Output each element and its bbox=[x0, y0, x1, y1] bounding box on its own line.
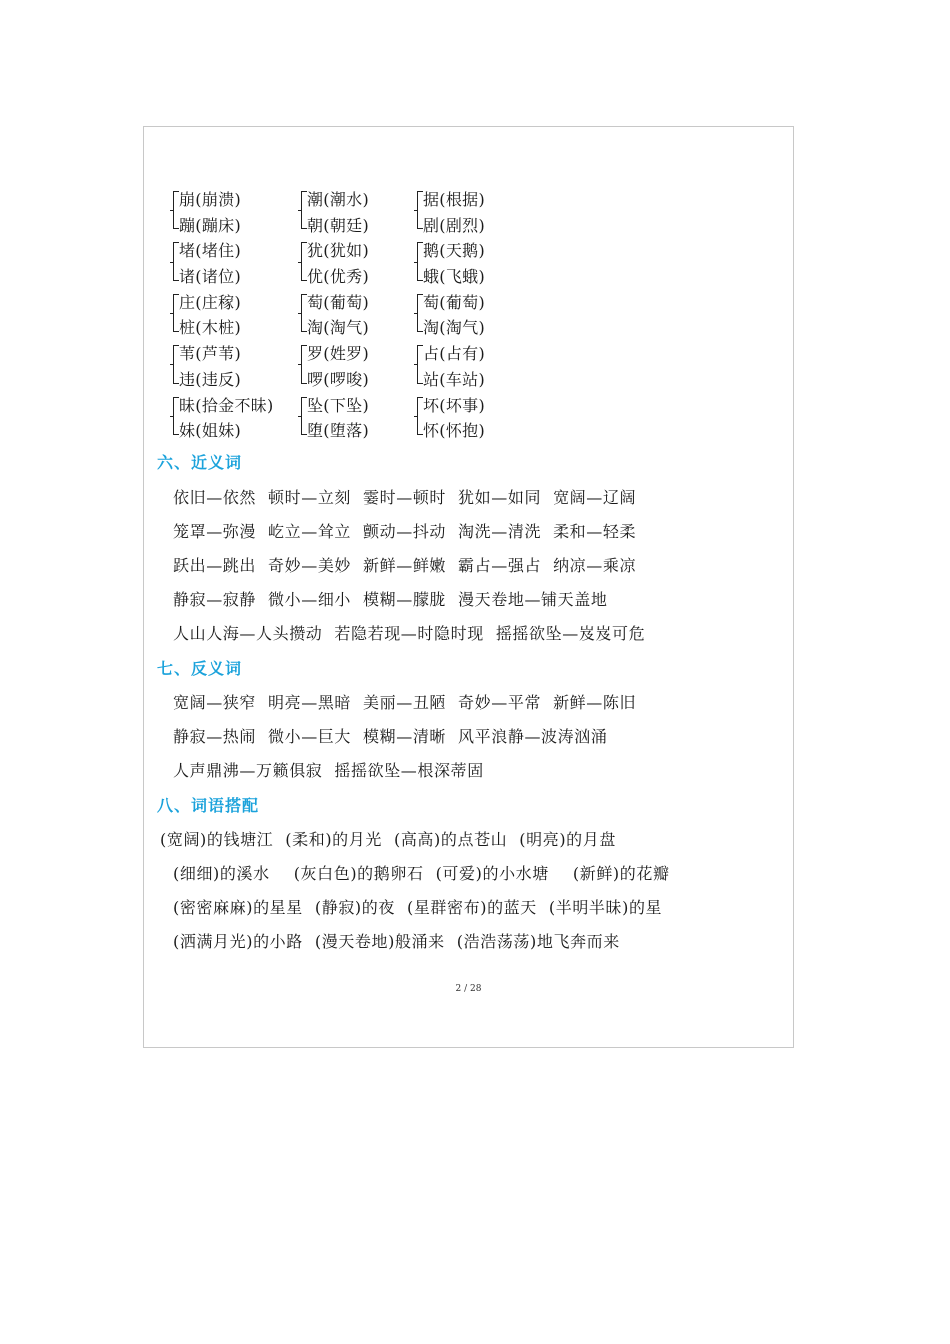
word-pair: 风平浪静—波涛汹涌 bbox=[458, 727, 608, 746]
brace-icon bbox=[301, 397, 307, 435]
char-pair bbox=[301, 187, 369, 238]
brace-icon bbox=[417, 242, 423, 280]
word-pair: 静寂—热闹 bbox=[173, 727, 257, 746]
brace-icon bbox=[301, 345, 307, 383]
document-page bbox=[143, 126, 794, 1048]
char-entry: 朝(朝廷) bbox=[307, 215, 369, 235]
antonym-line bbox=[173, 758, 496, 781]
word-pair: 人声鼎沸—万籁俱寂 bbox=[173, 761, 323, 780]
char-entry: 优(优秀) bbox=[307, 267, 369, 287]
group-column-3 bbox=[417, 187, 485, 444]
section-heading-collocations: 八、词语搭配 bbox=[157, 796, 260, 815]
char-pair bbox=[417, 290, 485, 341]
char-entry: 萄(葡萄) bbox=[307, 292, 369, 312]
word-pair: 模糊—清晰 bbox=[363, 727, 447, 746]
brace-icon bbox=[417, 345, 423, 383]
brace-icon bbox=[173, 242, 179, 280]
brace-icon bbox=[301, 191, 307, 229]
char-entry: 坠(下坠) bbox=[307, 395, 369, 415]
word-phrase: (星群密布)的蓝天 bbox=[406, 898, 537, 917]
char-entry: 堕(堕落) bbox=[307, 421, 369, 441]
word-phrase: (灰白色)的鹅卵石 bbox=[293, 864, 424, 883]
word-pair: 屹立—耸立 bbox=[268, 522, 352, 541]
char-entry: 啰(啰唆) bbox=[307, 369, 369, 389]
char-entry: 崩(崩溃) bbox=[179, 190, 241, 209]
brace-icon bbox=[173, 294, 179, 332]
char-pair bbox=[173, 187, 274, 238]
char-entry: 淘(淘气) bbox=[423, 318, 485, 338]
char-entry: 站(车站) bbox=[423, 369, 485, 389]
synonym-line bbox=[173, 519, 648, 542]
char-entry: 潮(潮水) bbox=[307, 190, 369, 209]
char-entry: 怀(怀抱) bbox=[423, 421, 485, 441]
word-phrase: (细细)的溪水 bbox=[173, 864, 270, 883]
char-entry: 蛾(飞蛾) bbox=[423, 267, 485, 287]
char-pair bbox=[173, 238, 274, 289]
word-pair: 模糊—朦胧 bbox=[363, 590, 447, 609]
word-pair: 顿时—立刻 bbox=[268, 488, 352, 507]
collocation-line bbox=[173, 861, 682, 884]
synonym-line bbox=[173, 621, 657, 644]
word-pair: 依旧—依然 bbox=[173, 488, 257, 507]
word-pair: 颤动—抖动 bbox=[363, 522, 447, 541]
word-pair: 明亮—黑暗 bbox=[268, 693, 352, 712]
char-entry: 违(违反) bbox=[179, 369, 241, 389]
brace-icon bbox=[417, 294, 423, 332]
char-entry: 桩(木桩) bbox=[179, 318, 241, 338]
word-phrase: (高高)的点苍山 bbox=[393, 830, 508, 849]
char-pair bbox=[417, 187, 485, 238]
word-pair: 摇摇欲坠—岌岌可危 bbox=[495, 624, 646, 643]
word-phrase: (半明半昧)的星 bbox=[548, 898, 663, 917]
word-pair: 霸占—强占 bbox=[458, 556, 542, 575]
brace-icon bbox=[173, 397, 179, 435]
word-phrase: (密密麻麻)的星星 bbox=[173, 898, 303, 917]
char-entry: 淘(淘气) bbox=[307, 318, 369, 338]
word-pair: 若隐若现—时隐时现 bbox=[334, 624, 484, 643]
char-pair bbox=[173, 393, 274, 444]
char-entry: 萄(葡萄) bbox=[423, 292, 485, 312]
word-pair: 淘洗—清洗 bbox=[458, 522, 542, 541]
word-pair: 犹如—如同 bbox=[458, 488, 542, 507]
word-pair: 奇妙—平常 bbox=[458, 693, 542, 712]
brace-icon bbox=[301, 294, 307, 332]
collocation-line bbox=[160, 827, 628, 850]
antonym-line bbox=[173, 690, 648, 713]
word-pair: 静寂—寂静 bbox=[173, 590, 257, 609]
collocation-line bbox=[173, 929, 632, 952]
brace-icon bbox=[417, 397, 423, 435]
char-entry: 昧(拾金不昧) bbox=[179, 395, 274, 415]
char-entry: 鹅(天鹅) bbox=[423, 241, 485, 261]
word-pair: 宽阔—狭窄 bbox=[173, 693, 257, 712]
collocation-line bbox=[173, 895, 674, 918]
group-column-1 bbox=[173, 187, 274, 444]
char-entry: 堵(堵住) bbox=[179, 241, 241, 261]
word-pair: 奇妙—美妙 bbox=[268, 556, 352, 575]
char-pair bbox=[417, 393, 485, 444]
char-entry: 苇(芦苇) bbox=[179, 344, 241, 364]
char-pair bbox=[417, 341, 485, 392]
word-pair: 跃出—跳出 bbox=[173, 556, 257, 575]
char-pair bbox=[173, 290, 274, 341]
word-pair: 微小—巨大 bbox=[268, 727, 352, 746]
word-pair: 人山人海—人头攒动 bbox=[173, 624, 323, 643]
word-phrase: (浩浩荡荡)地飞奔而来 bbox=[456, 932, 620, 951]
brace-icon bbox=[301, 242, 307, 280]
word-pair: 漫天卷地—铺天盖地 bbox=[458, 590, 608, 609]
char-pair bbox=[301, 290, 369, 341]
char-entry: 蹦(蹦床) bbox=[179, 215, 241, 235]
char-entry: 罗(姓罗) bbox=[307, 344, 369, 364]
char-entry: 妹(姐妹) bbox=[179, 421, 241, 441]
section-heading-synonyms: 六、近义词 bbox=[157, 453, 243, 472]
word-phrase: (宽阔)的钱塘江 bbox=[160, 830, 274, 849]
section-heading-antonyms: 七、反义词 bbox=[157, 659, 243, 678]
word-phrase: (柔和)的月光 bbox=[285, 830, 382, 849]
char-entry: 占(占有) bbox=[423, 344, 485, 364]
word-pair: 微小—细小 bbox=[268, 590, 352, 609]
word-pair: 新鲜—鲜嫩 bbox=[363, 556, 447, 575]
word-pair: 笼罩—弥漫 bbox=[173, 522, 257, 541]
word-phrase: (可爱)的小水塘 bbox=[435, 864, 549, 883]
char-pair bbox=[301, 238, 369, 289]
word-phrase: (漫天卷地)般涌来 bbox=[314, 932, 445, 951]
group-column-2 bbox=[301, 187, 369, 444]
word-pair: 宽阔—辽阔 bbox=[553, 488, 637, 507]
word-pair: 美丽—丑陋 bbox=[363, 693, 447, 712]
word-pair: 纳凉—乘凉 bbox=[553, 556, 637, 575]
word-phrase: (明亮)的月盘 bbox=[519, 830, 616, 849]
word-phrase: (静寂)的夜 bbox=[314, 898, 395, 917]
synonym-line bbox=[173, 485, 648, 508]
page-number: 2 / 28 bbox=[455, 984, 482, 994]
char-pair bbox=[301, 393, 369, 444]
antonym-line bbox=[173, 724, 619, 747]
char-pair bbox=[301, 341, 369, 392]
brace-icon bbox=[173, 345, 179, 383]
brace-icon bbox=[173, 191, 179, 229]
char-entry: 剧(剧烈) bbox=[423, 215, 485, 235]
word-phrase: (洒满月光)的小路 bbox=[173, 932, 303, 951]
char-entry: 坏(坏事) bbox=[423, 395, 485, 415]
synonym-line bbox=[173, 553, 648, 576]
word-pair: 新鲜—陈旧 bbox=[553, 693, 637, 712]
word-pair: 摇摇欲坠—根深蒂固 bbox=[334, 761, 484, 780]
brace-icon bbox=[417, 191, 423, 229]
word-pair: 霎时—顿时 bbox=[363, 488, 447, 507]
char-entry: 据(根据) bbox=[423, 190, 485, 209]
char-entry: 庄(庄稼) bbox=[179, 292, 241, 312]
char-pair bbox=[173, 341, 274, 392]
synonym-line bbox=[173, 587, 619, 610]
word-phrase: (新鲜)的花瓣 bbox=[572, 864, 670, 883]
char-pair bbox=[417, 238, 485, 289]
char-entry: 犹(犹如) bbox=[307, 241, 369, 261]
char-entry: 诸(诸位) bbox=[179, 267, 241, 287]
word-pair: 柔和—轻柔 bbox=[553, 522, 637, 541]
